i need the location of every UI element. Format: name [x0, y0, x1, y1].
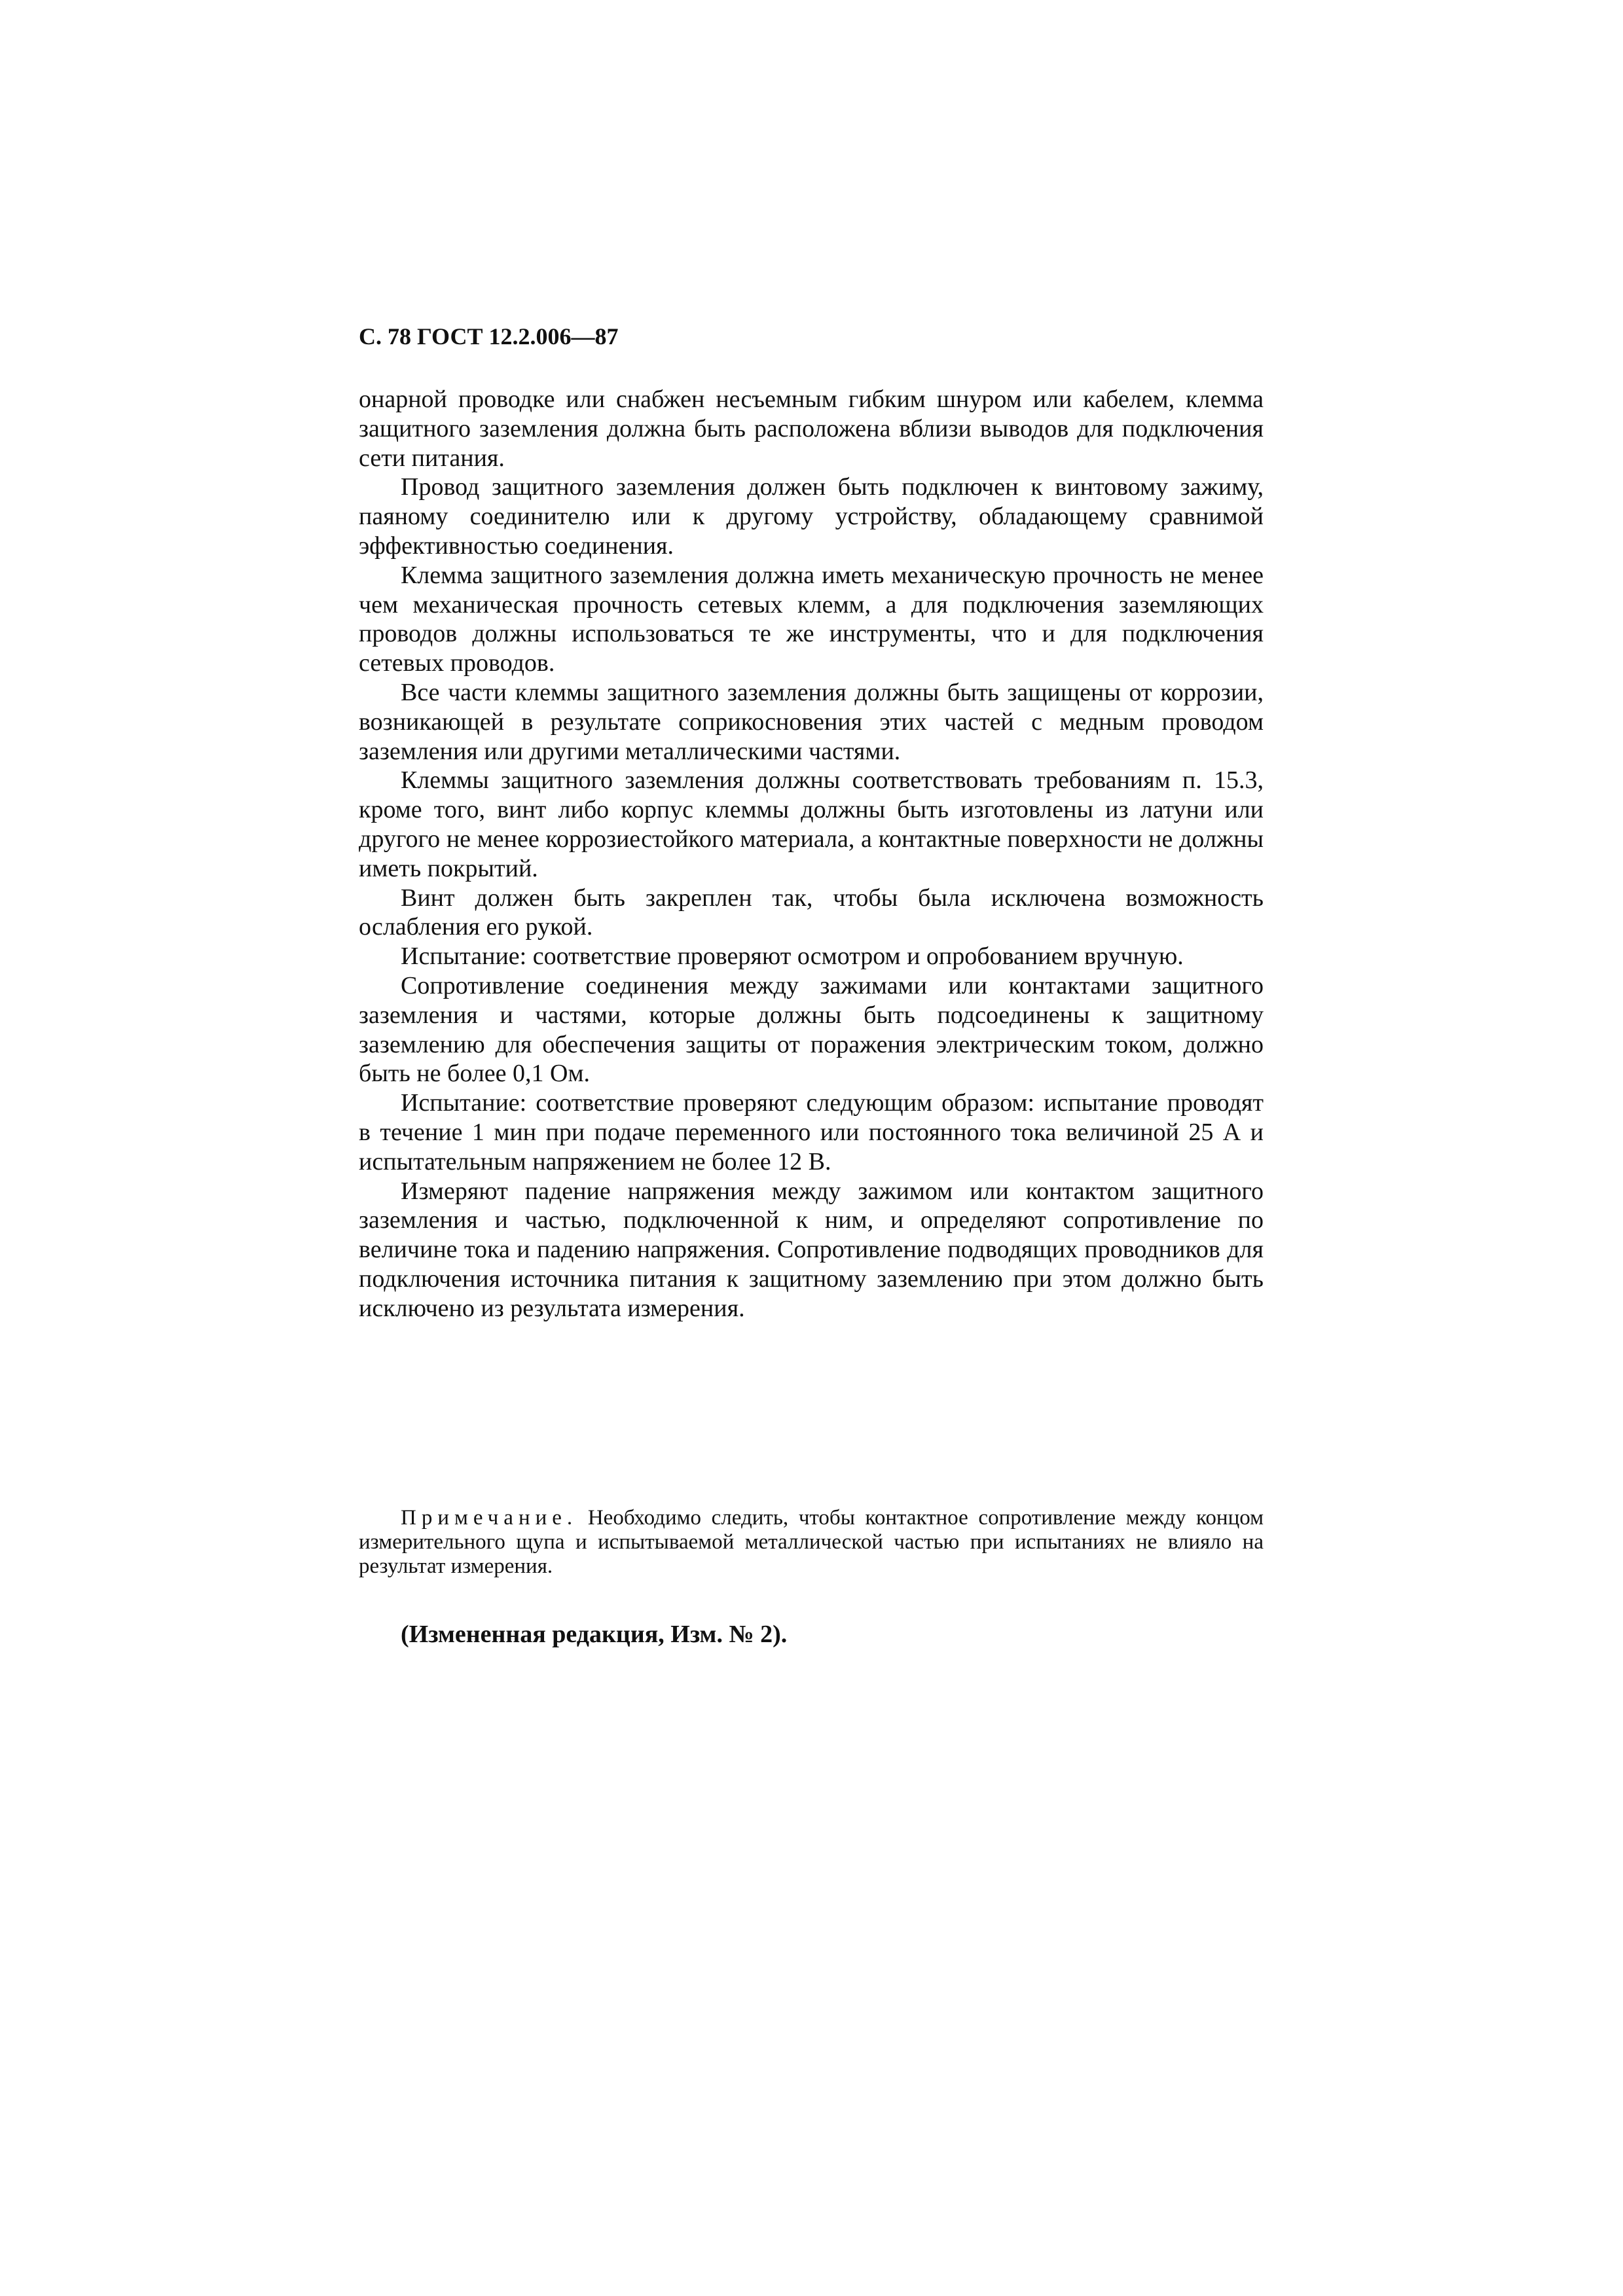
paragraph: Измеряют падение напряжения между зажимом или контактом защитного заземления и частью, подключенной к ним, и определяют сопротивление по величине тока и падению напряжения. Сопротивление подводящих проводников для подключения источника питания к защитному заземлению при этом должно быть исключено из результата измерения. [359, 1177, 1264, 1322]
paragraph: Провод защитного заземления должен быть подключен к винтовому зажиму, паяному соединителю или к другому устройству, обладающему сравнимой эффективностью соединения. [359, 473, 1264, 560]
note-label: Примечание. [401, 1506, 578, 1530]
amendment-reference: (Измененная редакция, Изм. № 2). [401, 1621, 788, 1648]
paragraph: онарной проводке или снабжен несъемным гибким шнуром или кабелем, клемма защитного заземления должна быть расположена вблизи выводов для подключения сети питания. [359, 386, 1264, 472]
paragraph: Испытание: соответствие проверяют следующим образом: испытание проводят в течение 1 мин при подаче переменного или постоянного тока величиной 25 А и испытательным напряжением не более 12 В. [359, 1089, 1264, 1175]
paragraph: Сопротивление соединения между зажимами или контактами защитного заземления и частями, которые должны быть подсоединены к защитному заземлению для обеспечения защиты от поражения электрическим током, должно быть не более 0,1 Ом. [359, 971, 1264, 1088]
page-header: С. 78 ГОСТ 12.2.006—87 [359, 323, 619, 350]
note-paragraph [359, 1506, 1264, 1579]
paragraph: Клеммы защитного заземления должны соответствовать требованиям п. 15.3, кроме того, винт либо корпус клеммы должны быть изготовлены из латуни или другого не менее коррозиестойкого материала, а контактные поверхности не должны иметь покрытий. [359, 766, 1264, 882]
paragraph: Все части клеммы защитного заземления должны быть защищены от коррозии, возникающей в результате соприкосновения этих частей с медным проводом заземления или другими металлическими частями. [359, 678, 1264, 765]
note-text: Необходимо следить, чтобы контактное сопротивление между концом измерительного щупа и испытываемой металлической частью при испытаниях не влияло на результат измерения. [359, 1506, 1264, 1578]
paragraph: Клемма защитного заземления должна иметь механическую прочность не менее чем механическая прочность сетевых клемм, а для подключения заземляющих проводов должны использоваться те же инструменты, что и для подключения сетевых проводов. [359, 561, 1264, 677]
paragraph: Винт должен быть закреплен так, чтобы была исключена возможность ослабления его рукой. [359, 884, 1264, 941]
paragraph: Испытание: соответствие проверяют осмотром и опробованием вручную. [401, 942, 1184, 971]
note-block [359, 1506, 1264, 1579]
body-text [359, 385, 1264, 1323]
